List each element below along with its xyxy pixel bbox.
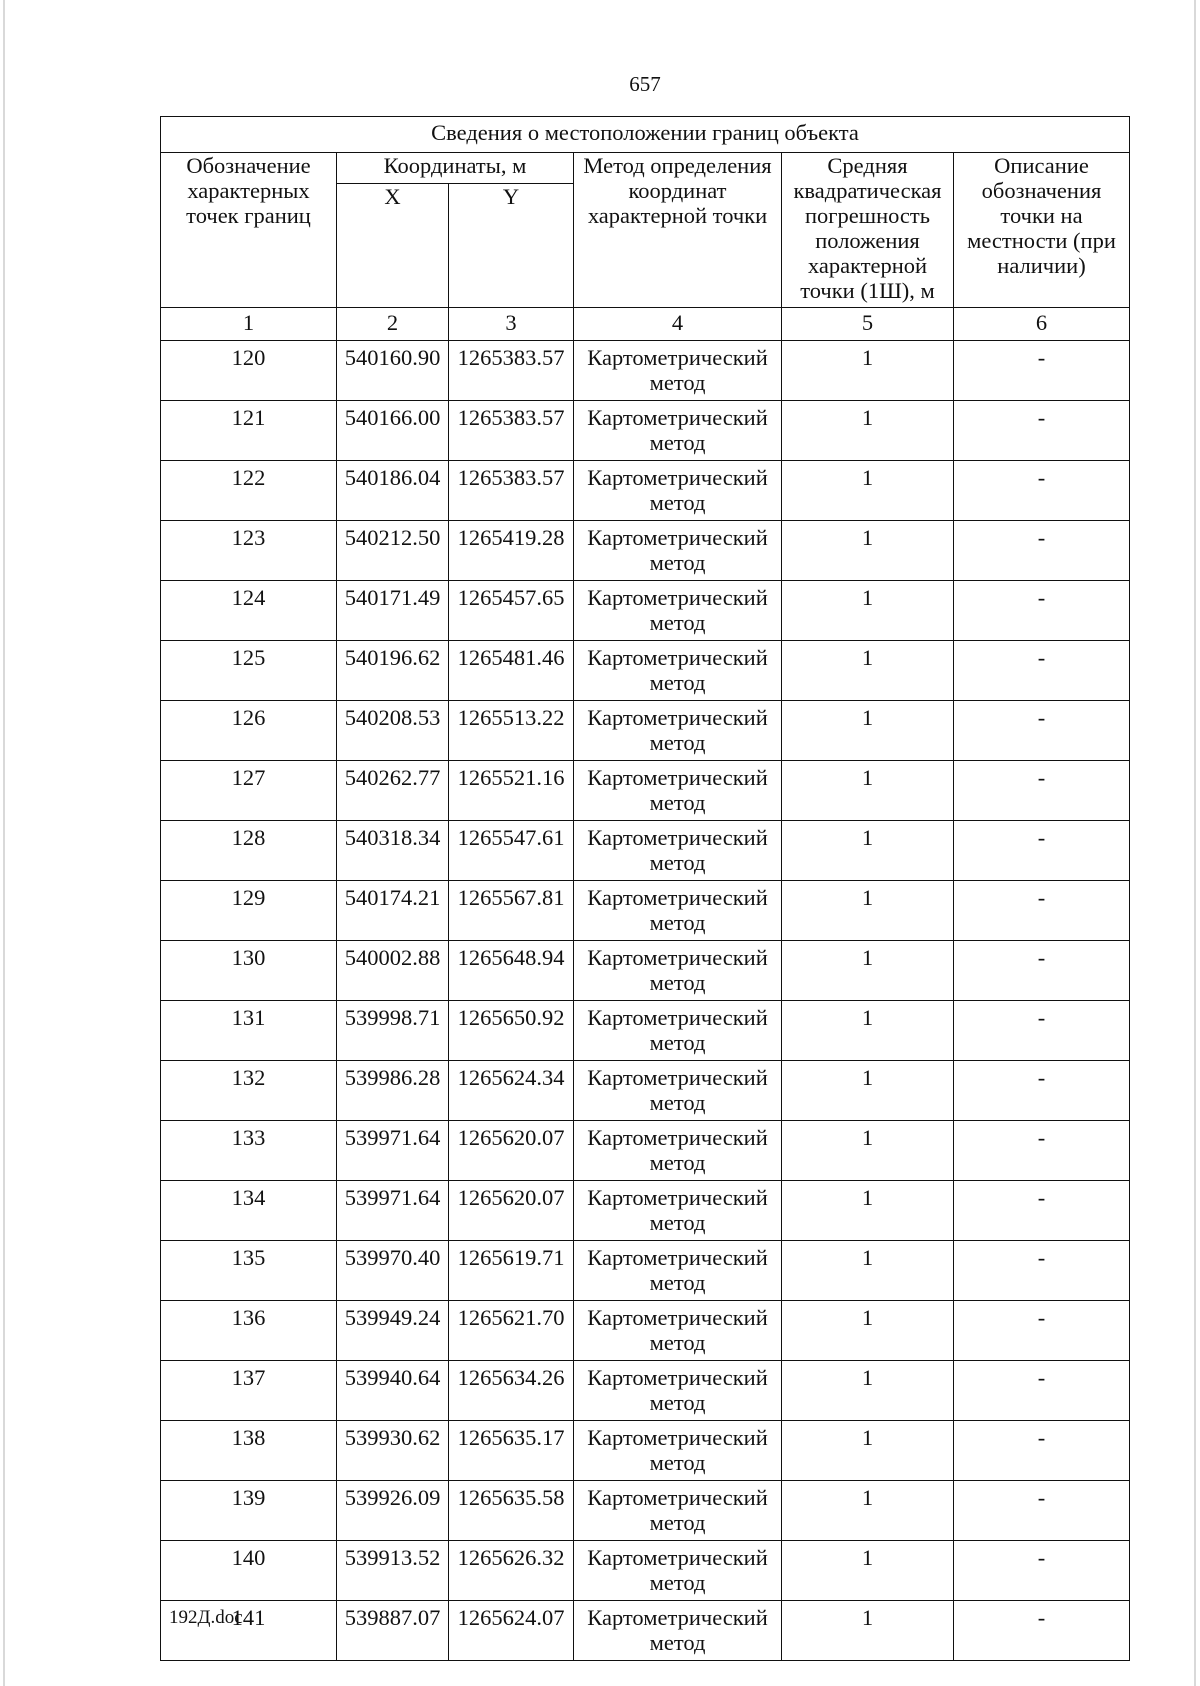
cell-method: Картометрический метод bbox=[574, 941, 782, 1001]
cell-description: - bbox=[954, 341, 1130, 401]
cell-error: 1 bbox=[782, 341, 954, 401]
table-row bbox=[161, 461, 1130, 521]
cell-x-coordinate: 539940.64 bbox=[337, 1361, 449, 1421]
cell-description: - bbox=[954, 1181, 1130, 1241]
cell-method: Картометрический метод bbox=[574, 1181, 782, 1241]
cell-point-number: 141 bbox=[161, 1601, 337, 1661]
cell-x-coordinate: 539949.24 bbox=[337, 1301, 449, 1361]
cell-point-number: 139 bbox=[161, 1481, 337, 1541]
cell-point-number: 131 bbox=[161, 1001, 337, 1061]
cell-x-coordinate: 540262.77 bbox=[337, 761, 449, 821]
cell-method: Картометрический метод bbox=[574, 641, 782, 701]
cell-method: Картометрический метод bbox=[574, 1541, 782, 1601]
cell-y-coordinate: 1265634.26 bbox=[449, 1361, 574, 1421]
cell-y-coordinate: 1265650.92 bbox=[449, 1001, 574, 1061]
cell-y-coordinate: 1265419.28 bbox=[449, 521, 574, 581]
cell-error: 1 bbox=[782, 521, 954, 581]
cell-x-coordinate: 540186.04 bbox=[337, 461, 449, 521]
cell-x-coordinate: 539998.71 bbox=[337, 1001, 449, 1061]
cell-description: - bbox=[954, 1361, 1130, 1421]
cell-error: 1 bbox=[782, 641, 954, 701]
cell-point-number: 125 bbox=[161, 641, 337, 701]
table-row bbox=[161, 1001, 1130, 1061]
cell-y-coordinate: 1265619.71 bbox=[449, 1241, 574, 1301]
cell-point-number: 134 bbox=[161, 1181, 337, 1241]
cell-point-number: 140 bbox=[161, 1541, 337, 1601]
cell-point-number: 124 bbox=[161, 581, 337, 641]
cell-y-coordinate: 1265383.57 bbox=[449, 461, 574, 521]
cell-method: Картометрический метод bbox=[574, 581, 782, 641]
cell-y-coordinate: 1265521.16 bbox=[449, 761, 574, 821]
cell-method: Картометрический метод bbox=[574, 521, 782, 581]
cell-method: Картометрический метод bbox=[574, 461, 782, 521]
cell-method: Картометрический метод bbox=[574, 1061, 782, 1121]
table-row bbox=[161, 521, 1130, 581]
cell-description: - bbox=[954, 521, 1130, 581]
header-description: Описание обозначения точки на местности (при наличии) bbox=[954, 153, 1130, 308]
cell-point-number: 129 bbox=[161, 881, 337, 941]
cell-x-coordinate: 539986.28 bbox=[337, 1061, 449, 1121]
cell-description: - bbox=[954, 701, 1130, 761]
cell-description: - bbox=[954, 401, 1130, 461]
table-row bbox=[161, 1361, 1130, 1421]
column-number: 3 bbox=[449, 308, 574, 341]
cell-point-number: 122 bbox=[161, 461, 337, 521]
cell-x-coordinate: 540160.90 bbox=[337, 341, 449, 401]
cell-x-coordinate: 539970.40 bbox=[337, 1241, 449, 1301]
cell-y-coordinate: 1265624.07 bbox=[449, 1601, 574, 1661]
cell-description: - bbox=[954, 1541, 1130, 1601]
page-number: 657 bbox=[629, 72, 661, 96]
cell-error: 1 bbox=[782, 461, 954, 521]
cell-x-coordinate: 540208.53 bbox=[337, 701, 449, 761]
cell-y-coordinate: 1265626.32 bbox=[449, 1541, 574, 1601]
table-row bbox=[161, 1121, 1130, 1181]
table-row bbox=[161, 761, 1130, 821]
cell-x-coordinate: 539971.64 bbox=[337, 1121, 449, 1181]
table-row bbox=[161, 1181, 1130, 1241]
header-method: Метод определения координат характерной точки bbox=[574, 153, 782, 308]
cell-x-coordinate: 539887.07 bbox=[337, 1601, 449, 1661]
table-row bbox=[161, 341, 1130, 401]
table-row bbox=[161, 821, 1130, 881]
header-coordinates: Координаты, м bbox=[337, 153, 574, 184]
cell-point-number: 138 bbox=[161, 1421, 337, 1481]
cell-description: - bbox=[954, 461, 1130, 521]
cell-y-coordinate: 1265635.17 bbox=[449, 1421, 574, 1481]
table-title-row bbox=[161, 117, 1130, 153]
cell-description: - bbox=[954, 1301, 1130, 1361]
cell-x-coordinate: 539971.64 bbox=[337, 1181, 449, 1241]
cell-point-number: 126 bbox=[161, 701, 337, 761]
cell-x-coordinate: 540166.00 bbox=[337, 401, 449, 461]
cell-description: - bbox=[954, 1481, 1130, 1541]
cell-error: 1 bbox=[782, 761, 954, 821]
table-row bbox=[161, 701, 1130, 761]
cell-description: - bbox=[954, 641, 1130, 701]
cell-method: Картометрический метод bbox=[574, 821, 782, 881]
cell-method: Картометрический метод bbox=[574, 1241, 782, 1301]
cell-point-number: 128 bbox=[161, 821, 337, 881]
cell-point-number: 121 bbox=[161, 401, 337, 461]
cell-method: Картометрический метод bbox=[574, 1421, 782, 1481]
cell-description: - bbox=[954, 1001, 1130, 1061]
table-title: Сведения о местоположении границ объекта bbox=[161, 117, 1130, 153]
table-row bbox=[161, 1301, 1130, 1361]
cell-error: 1 bbox=[782, 1241, 954, 1301]
cell-error: 1 bbox=[782, 881, 954, 941]
table-row bbox=[161, 401, 1130, 461]
cell-x-coordinate: 540002.88 bbox=[337, 941, 449, 1001]
cell-error: 1 bbox=[782, 1181, 954, 1241]
header-designation: Обозначение характерных точек границ bbox=[161, 153, 337, 308]
table-header-row bbox=[161, 153, 1130, 184]
column-number-row bbox=[161, 308, 1130, 341]
cell-x-coordinate: 540196.62 bbox=[337, 641, 449, 701]
cell-y-coordinate: 1265457.65 bbox=[449, 581, 574, 641]
cell-error: 1 bbox=[782, 701, 954, 761]
cell-point-number: 123 bbox=[161, 521, 337, 581]
cell-error: 1 bbox=[782, 401, 954, 461]
cell-description: - bbox=[954, 581, 1130, 641]
cell-x-coordinate: 539926.09 bbox=[337, 1481, 449, 1541]
cell-error: 1 bbox=[782, 1301, 954, 1361]
cell-error: 1 bbox=[782, 941, 954, 1001]
cell-description: - bbox=[954, 1241, 1130, 1301]
column-number: 5 bbox=[782, 308, 954, 341]
cell-y-coordinate: 1265621.70 bbox=[449, 1301, 574, 1361]
cell-point-number: 133 bbox=[161, 1121, 337, 1181]
cell-y-coordinate: 1265635.58 bbox=[449, 1481, 574, 1541]
cell-error: 1 bbox=[782, 1121, 954, 1181]
cell-error: 1 bbox=[782, 1421, 954, 1481]
cell-method: Картометрический метод bbox=[574, 701, 782, 761]
cell-y-coordinate: 1265567.81 bbox=[449, 881, 574, 941]
cell-description: - bbox=[954, 941, 1130, 1001]
cell-x-coordinate: 540174.21 bbox=[337, 881, 449, 941]
cell-description: - bbox=[954, 821, 1130, 881]
cell-point-number: 120 bbox=[161, 341, 337, 401]
table-row bbox=[161, 581, 1130, 641]
table-row bbox=[161, 1061, 1130, 1121]
cell-description: - bbox=[954, 1601, 1130, 1661]
cell-error: 1 bbox=[782, 1601, 954, 1661]
cell-y-coordinate: 1265624.34 bbox=[449, 1061, 574, 1121]
column-number: 2 bbox=[337, 308, 449, 341]
column-number: 4 bbox=[574, 308, 782, 341]
cell-point-number: 132 bbox=[161, 1061, 337, 1121]
table-row bbox=[161, 641, 1130, 701]
cell-point-number: 136 bbox=[161, 1301, 337, 1361]
cell-description: - bbox=[954, 1121, 1130, 1181]
column-number: 1 bbox=[161, 308, 337, 341]
table-row bbox=[161, 1421, 1130, 1481]
table-row bbox=[161, 881, 1130, 941]
table-row bbox=[161, 1541, 1130, 1601]
cell-x-coordinate: 540318.34 bbox=[337, 821, 449, 881]
cell-method: Картометрический метод bbox=[574, 1301, 782, 1361]
cell-error: 1 bbox=[782, 1361, 954, 1421]
table-row bbox=[161, 1481, 1130, 1541]
cell-point-number: 135 bbox=[161, 1241, 337, 1301]
cell-method: Картометрический метод bbox=[574, 761, 782, 821]
cell-point-number: 130 bbox=[161, 941, 337, 1001]
column-number: 6 bbox=[954, 308, 1130, 341]
cell-y-coordinate: 1265547.61 bbox=[449, 821, 574, 881]
scan-edge-left bbox=[3, 0, 5, 1686]
cell-y-coordinate: 1265481.46 bbox=[449, 641, 574, 701]
header-y: Y bbox=[449, 184, 574, 308]
cell-method: Картометрический метод bbox=[574, 401, 782, 461]
cell-method: Картометрический метод bbox=[574, 1361, 782, 1421]
cell-method: Картометрический метод bbox=[574, 1121, 782, 1181]
cell-y-coordinate: 1265383.57 bbox=[449, 401, 574, 461]
cell-y-coordinate: 1265620.07 bbox=[449, 1181, 574, 1241]
cell-error: 1 bbox=[782, 821, 954, 881]
cell-error: 1 bbox=[782, 1541, 954, 1601]
footer-filename: 192Д.doc bbox=[169, 1607, 243, 1628]
cell-description: - bbox=[954, 1421, 1130, 1481]
boundary-coordinates-table bbox=[160, 116, 1130, 1661]
cell-y-coordinate: 1265620.07 bbox=[449, 1121, 574, 1181]
header-x: X bbox=[337, 184, 449, 308]
cell-description: - bbox=[954, 1061, 1130, 1121]
cell-error: 1 bbox=[782, 581, 954, 641]
cell-point-number: 127 bbox=[161, 761, 337, 821]
cell-x-coordinate: 539930.62 bbox=[337, 1421, 449, 1481]
cell-point-number: 137 bbox=[161, 1361, 337, 1421]
cell-method: Картометрический метод bbox=[574, 1001, 782, 1061]
table-row bbox=[161, 941, 1130, 1001]
cell-method: Картометрический метод bbox=[574, 881, 782, 941]
cell-x-coordinate: 540171.49 bbox=[337, 581, 449, 641]
cell-x-coordinate: 539913.52 bbox=[337, 1541, 449, 1601]
cell-description: - bbox=[954, 881, 1130, 941]
table-row bbox=[161, 1601, 1130, 1661]
header-error: Средняя квадратическая погрешность положения характерной точки (1Ш), м bbox=[782, 153, 954, 308]
cell-x-coordinate: 540212.50 bbox=[337, 521, 449, 581]
cell-error: 1 bbox=[782, 1061, 954, 1121]
cell-method: Картометрический метод bbox=[574, 1601, 782, 1661]
cell-method: Картометрический метод bbox=[574, 1481, 782, 1541]
cell-description: - bbox=[954, 761, 1130, 821]
cell-error: 1 bbox=[782, 1001, 954, 1061]
scan-edge-right bbox=[1194, 0, 1196, 1686]
cell-y-coordinate: 1265383.57 bbox=[449, 341, 574, 401]
cell-y-coordinate: 1265648.94 bbox=[449, 941, 574, 1001]
table-row bbox=[161, 1241, 1130, 1301]
cell-method: Картометрический метод bbox=[574, 341, 782, 401]
cell-error: 1 bbox=[782, 1481, 954, 1541]
cell-y-coordinate: 1265513.22 bbox=[449, 701, 574, 761]
